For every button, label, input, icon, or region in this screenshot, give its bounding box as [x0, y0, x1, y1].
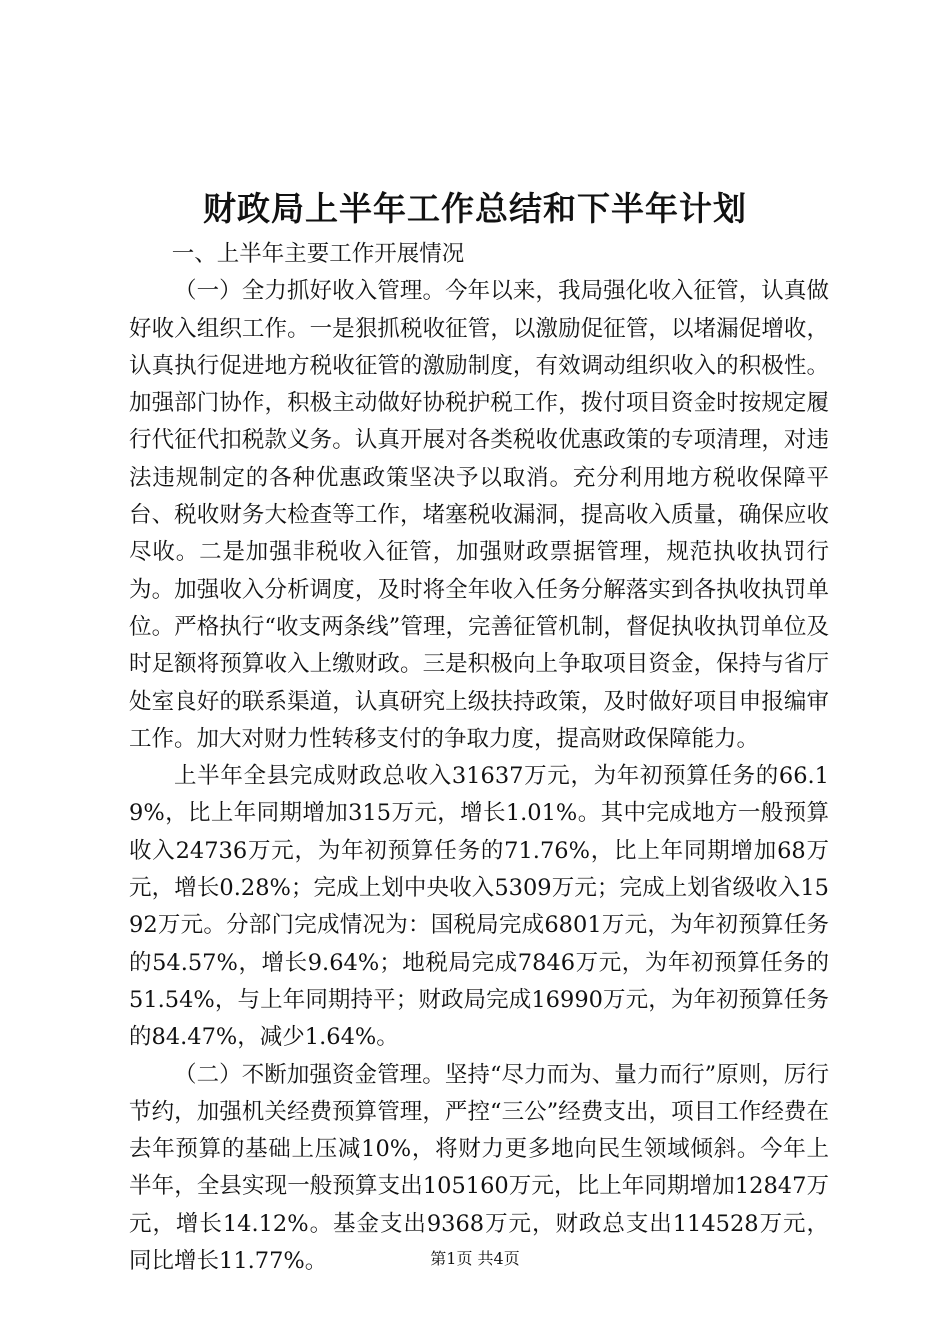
page-footer: 第1页 共4页 — [430, 1249, 520, 1268]
paragraph-income-figures: 上半年全县完成财政总收入31637万元，为年初预算任务的66.19%，比上年同期增加315万元，增长1.01%。其中完成地方一般预算收入24736万元，为年初预算任务的71.76%，比上年同期增加68万元，增长0.28%；完成上划中央收入5309万元；完成上划省级收入1592万元。分部门完成情况为：国税局完成6801万元，为年初预算任务的54.57%，增长9.64%；地税局完成7846万元，为年初预算任务的51.54%，与上年同期持平；财政局完成16990万元，为年初预算任务的84.47%，减少1.64%。 — [129, 763, 829, 1051]
paragraph-income-management: （一）全力抓好收入管理。今年以来，我局强化收入征管，认真做好收入组织工作。一是狠抓税收征管，以激励促征管，以堵漏促增收，认真执行促进地方税收征管的激励制度，有效调动组织收入的积极性。加强部门协作，积极主动做好协税护税工作，拨付项目资金时按规定履行代征代扣税款义务。认真开展对各类税收优惠政策的专项清理，对违法违规制定的各种优惠政策坚决予以取消。充分利用地方税收保障平台、税收财务大检查等工作，堵塞税收漏洞，提高收入质量，确保应收尽收。二是加强非税收入征管，加强财政票据管理，规范执收执罚行为。加强收入分析调度，及时将全年收入任务分解落实到各执收执罚单位。严格执行“收支两条线”管理，完善征管机制，督促执收执罚单位及时足额将预算收入上缴财政。三是积极向上争取项目资金，保持与省厅处室良好的联系渠道，认真研究上级扶持政策，及时做好项目申报编审工作。加大对财力性转移支付的争取力度，提高财政保障能力。 — [129, 278, 829, 752]
document-title: 财政局上半年工作总结和下半年计划 — [203, 189, 747, 228]
section-heading: 一、上半年主要工作开展情况 — [171, 241, 465, 267]
document-body — [129, 236, 829, 1280]
paragraph-fund-management: （二）不断加强资金管理。坚持“尽力而为、量力而行”原则，厉行节约，加强机关经费预算管理，严控“三公”经费支出，项目工作经费在去年预算的基础上压减10%，将财力更多地向民生领域倾斜。今年上半年，全县实现一般预算支出105160万元，比上年同期增加12847万元，增长14.12%。基金支出9368万元，财政总支出114528万元，同比增长11.77%。 — [129, 1061, 829, 1275]
